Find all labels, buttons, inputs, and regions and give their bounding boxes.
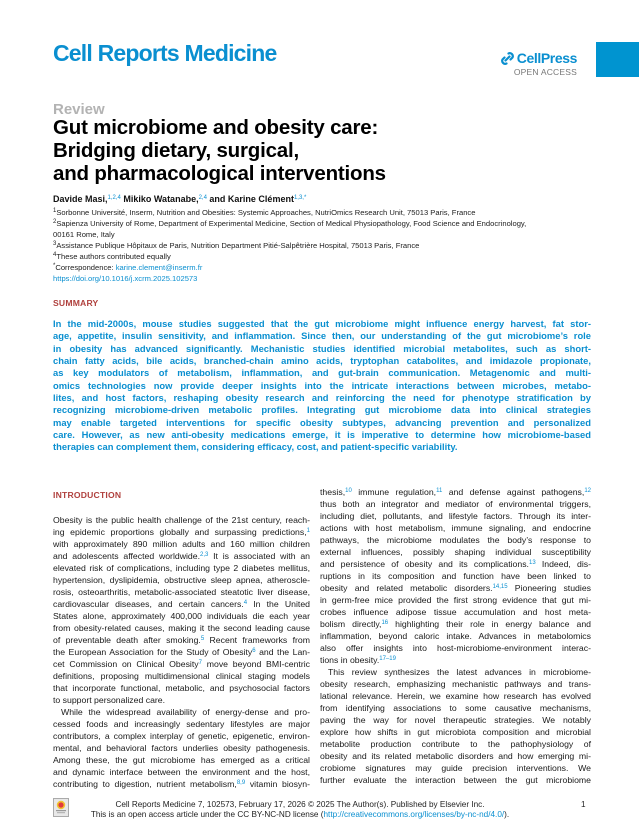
body-text: ruptions in its composition and function have been linked to [320,571,591,581]
body-text: the European Association for the Study of Obesity [53,647,253,657]
author-affiliation-marks: 1,2,4 [107,195,121,201]
summary-line: therapies can complement them, considering efficacy, cost, and patient-specific variability. [53,441,458,453]
affiliation [53,218,598,229]
body-text: paving the way for novel therapeutic strategies. We notably [320,715,591,725]
summary-line: chain fatty acids, bile acids, branched-chain amino acids, tryptophan catabolites, and imidazole propionate, [53,355,591,367]
body-text: Among these, the gut microbiome has emerged as a critical [53,755,310,765]
cellpress-logo[interactable] [491,50,577,77]
affiliation-text: Assistance Publique Hôpitaux de Paris, Nutrition Department Pitié-Salpêtrière Hospital, 75013 Paris, France [56,241,420,250]
body-text-line [320,690,591,702]
body-text: highlighting their role in energy balance and [388,619,591,629]
citation-reference[interactable]: 10 [345,488,352,494]
summary-line: care. However, as new anti-obesity medications emerge, it is imperative to determine how microbiome-based [53,429,591,441]
correspondence [53,262,598,273]
body-text: thus both an integrator and mediator of environmental triggers, [320,499,591,509]
title-line: Gut microbiome and obesity care: [53,116,379,139]
journal-name: Cell Reports Medicine [53,40,277,66]
body-text: While the widespread availability of energy-dense and pro- [61,707,310,717]
summary-heading: SUMMARY [53,298,99,308]
body-text-line [53,550,310,562]
body-text-line [53,694,310,706]
body-text-line [320,642,591,654]
body-text: mental, and behavioral factors underlies obesity pathogenesis. [53,743,310,753]
body-text-line [320,534,591,546]
body-text: contributors, a complex interplay of genetic, epigenetic, environ- [53,731,310,741]
body-text: from identifying associations to some causative mechanisms, [320,703,591,713]
body-text: elevated risk of complications, including type 2 diabetes mellitus, [53,563,310,573]
body-text: vitamin biosyn- [245,779,311,789]
affiliation-text: These authors contributed equally [56,252,171,261]
body-text-line [320,630,591,642]
title-line: and pharmacological interventions [53,162,386,185]
body-text: pathways, the microbiome modulates the body’s response to [320,535,591,545]
affiliation [53,251,598,262]
body-text: thesis, [320,487,346,497]
body-text: external influences, possibly shaping individual susceptibility [320,547,591,557]
body-text-line [320,654,591,666]
body-text-line [53,742,310,754]
citation-reference[interactable]: 14,15 [492,584,508,590]
body-text-line [320,606,591,618]
affiliation-mark: 3 [53,241,57,247]
body-text: cardiovascular diseases, and certain cancers. [53,599,244,609]
citation-reference[interactable]: 4 [243,600,248,606]
body-text-line [53,766,310,778]
body-column-right [320,486,591,786]
body-text-line [320,618,591,630]
body-text-line [53,682,310,694]
body-text-line [320,510,591,522]
body-text-line [53,598,310,610]
body-text: obesity and its related metabolic disorders and how emerging mi- [320,751,591,761]
body-text-line [320,702,591,714]
body-text-line [320,762,591,774]
summary-line: age, appetite, insulin sensitivity, and inflammation. Since then, our understanding of the gut microbiome’s role [53,330,591,342]
body-text: States alone, approximately 400,000 individuals die each year [53,611,310,621]
author-affiliation-marks: 1,3,* [293,195,307,201]
affiliation-mark: 2 [53,219,57,225]
cellpress-link-icon [501,52,514,65]
license-prefix: This is an open access article under the CC BY-NC-ND license ( [90,810,324,819]
body-text-line [320,714,591,726]
body-text-line [53,562,310,574]
cellpress-logo-text: CellPress [516,50,577,66]
body-text-line [320,726,591,738]
body-text: inflammation, beyond caloric intake. Advances in metabolomics [320,631,591,641]
affiliation-text: Sapienza University of Rome, Department of Experimental Medicine, Section of Medical Physiopathology, Food Science and Endocrinology, [56,219,527,228]
body-text: bolism directly, [320,619,382,629]
body-text: obesity and related metabolic disorders. [320,583,493,593]
body-text: obesity research, emphasizing mechanistic pathways and trans- [320,679,591,689]
affiliation [53,229,598,240]
body-text: with approximately 890 million adults and 160 million children [53,539,310,549]
body-text-line [53,718,310,730]
body-text: and adolescents affected worldwide. [53,551,200,561]
body-text-line [320,738,591,750]
body-text-line [320,594,591,606]
citation-reference[interactable]: 1 [306,528,310,534]
body-text-line [53,514,310,526]
body-text: that incorporate functional, metabolic, and psychosocial factors [53,683,310,693]
citation-reference[interactable]: 2,3 [200,552,209,558]
body-text: metabolite production contribute to the pathophysiology of [320,739,591,749]
author-list [53,194,306,204]
body-text: and the Lan- [255,647,310,657]
body-text: Recent frameworks from [204,635,310,645]
body-text: ing epidemic proportions globally and surpassing predictions, [53,527,307,537]
affiliation-mark: 4 [53,252,57,258]
body-text-line [53,622,310,634]
body-text-line [320,774,591,786]
body-text: including diet, pollutants, and lifestyle factors. Through its inter- [320,511,591,521]
citation-reference[interactable]: 13 [528,560,536,566]
body-text: Pioneering studies [507,583,591,593]
body-text: crobiome signatures may guide precision interventions. We [320,763,591,773]
body-text: move beyond BMI-centric [201,659,310,669]
body-text-line [320,486,591,498]
body-text: Obesity is the public health challenge of the 21st century, reach- [53,515,310,525]
summary-body [53,318,591,454]
body-text: cet Commission on Clinical Obesity [53,659,199,669]
license-line [0,810,560,819]
body-text-line [320,750,591,762]
affiliation [53,240,598,251]
journal-color-tab [596,42,639,77]
open-access-label: OPEN ACCESS [513,67,577,77]
body-text-line [53,526,310,538]
body-text-line [53,670,310,682]
body-text: It is associated with an [208,551,310,561]
body-text-line [53,658,310,670]
body-text-line [53,574,310,586]
body-text: and persistence of obesity and its complications. [320,559,529,569]
body-text-line [320,498,591,510]
summary-line: omics technologies now provide deeper insights into the intricate interactions between microbes, metabo- [53,379,591,391]
body-text-line [320,546,591,558]
license-link[interactable]: http://creativecommons.org/licenses/by-nc-nd/4.0/ [323,810,505,819]
author-name[interactable]: and Karine Clément [206,194,294,204]
body-text-line [53,706,310,718]
citation-line: Cell Reports Medicine 7, 102573, February 17, 2026 © 2025 The Author(s). Published by Elsevier Inc. [115,800,485,809]
body-text: further evaluate the interaction between the gut microbiome [320,775,591,785]
license-suffix: ). [504,810,510,819]
body-text: and dynamic interface between the environment and the host, [53,767,310,777]
summary-line: in obesity has advanced significantly. Mechanistic studies identified microbial metabolites, such as short- [53,342,591,354]
body-text-line [320,570,591,582]
body-text: rosis, osteoarthritis, metabolic-associated steatotic liver disease, [53,587,310,597]
author-affiliation-marks: 2,4 [198,195,207,201]
summary-line: as key modulators of metabolism, inflammation, and gut-brain communication. Metagenomic and multi- [53,367,591,379]
body-text: crobes influence adipose tissue accumulation and host meta- [320,607,591,617]
body-text: This review synthesizes the latest advances in microbiome- [328,667,591,677]
body-text-line [320,582,591,594]
body-text-line [320,558,591,570]
author-name[interactable]: Mikiko Watanabe, [120,194,199,204]
affiliation [53,207,598,218]
title-line: Bridging dietary, surgical, [53,139,299,162]
body-text-line [320,666,591,678]
body-text: explore how shifts in gut microbiota composition and microbial [320,727,591,737]
body-text: cessed foods and increasingly sedentary lifestyles are major [53,719,310,729]
body-text: and defense against pathogens, [442,487,585,497]
body-text-line [53,586,310,598]
citation-reference[interactable]: 8,9 [236,780,246,786]
body-text: lational relevance. Herein, we examine how research has evolved [320,691,591,701]
affiliation-mark: 1 [53,208,57,214]
correspondence-mark: * [53,263,56,269]
body-text: to support personalized care. [53,695,166,705]
body-text-line [53,610,310,622]
body-text: also offer insights into host-microbiome-environment interac- [320,643,591,653]
introduction-heading: INTRODUCTION [53,490,122,500]
doi-link[interactable]: https://doi.org/10.1016/j.xcrm.2025.102573 [53,274,198,283]
summary-line: In the mid-2000s, mouse studies suggested that the gut microbiome might influence energy harvest, fat stor- [53,318,591,329]
affiliation-text: Sorbonne Université, Inserm, Nutrition and Obesities: Systemic Approaches, NutriOmics Research Unit, 75013 Paris, France [56,208,476,217]
body-text-line [53,634,310,646]
article-title [53,116,386,185]
correspondence-email-link[interactable]: karine.clement@inserm.fr [115,263,203,272]
body-text-line [320,678,591,690]
citation-reference[interactable]: 12 [584,488,591,494]
author-name[interactable]: Davide Masi, [53,194,108,204]
body-text-line [53,538,310,550]
citation-reference[interactable]: 11 [436,488,443,494]
body-text: contributing to digestion, nutrient metabolism, [53,779,237,789]
body-text: Indeed, dis- [535,559,592,569]
body-text-line [53,646,310,658]
body-text: tions in obesity. [320,655,380,665]
citation-reference[interactable]: 7 [198,660,202,666]
body-text: In the United [247,599,310,609]
summary-line: recognizing microbiome-driven metabolic profiles. Integrating gut microbiome data into clinical strategies [53,404,591,416]
citation-reference[interactable]: 16 [381,620,389,626]
correspondence-label: Correspondence: [55,263,116,272]
body-text: hypertension, dyslipidemia, obstructive sleep apnea, atheroscle- [53,575,310,585]
body-text: of preventable death after smoking. [53,635,201,645]
body-text-line [53,754,310,766]
page-number: 1 [581,800,586,809]
body-text: from obesity-related causes, making it the second leading cause [53,623,310,633]
body-text: immune regulation, [351,487,437,497]
body-text-line [320,522,591,534]
article-type: Review [53,101,105,118]
citation-reference[interactable]: 5 [200,636,205,642]
summary-line: lites, and host factors, reshaping obesity research and reinforcing the need for phenotype stratification by [53,392,591,404]
body-column-left [53,514,310,790]
affiliation-text: 00161 Rome, Italy [53,230,115,239]
citation-reference[interactable]: 17–19 [379,656,396,662]
body-text-line [53,730,310,742]
body-text: actions with host metabolism, immune signaling, and endocrine [320,523,591,533]
body-text-line [53,778,310,790]
body-text: definitions, proposing multidimensional clinical staging models [53,671,310,681]
body-text: in germ-free mice provided the first strong evidence that gut mi- [320,595,591,605]
citation-reference[interactable]: 6 [252,648,256,654]
summary-line: may enable targeted interventions for specific obesity subtypes, advancing prevention and personalized [53,416,591,428]
